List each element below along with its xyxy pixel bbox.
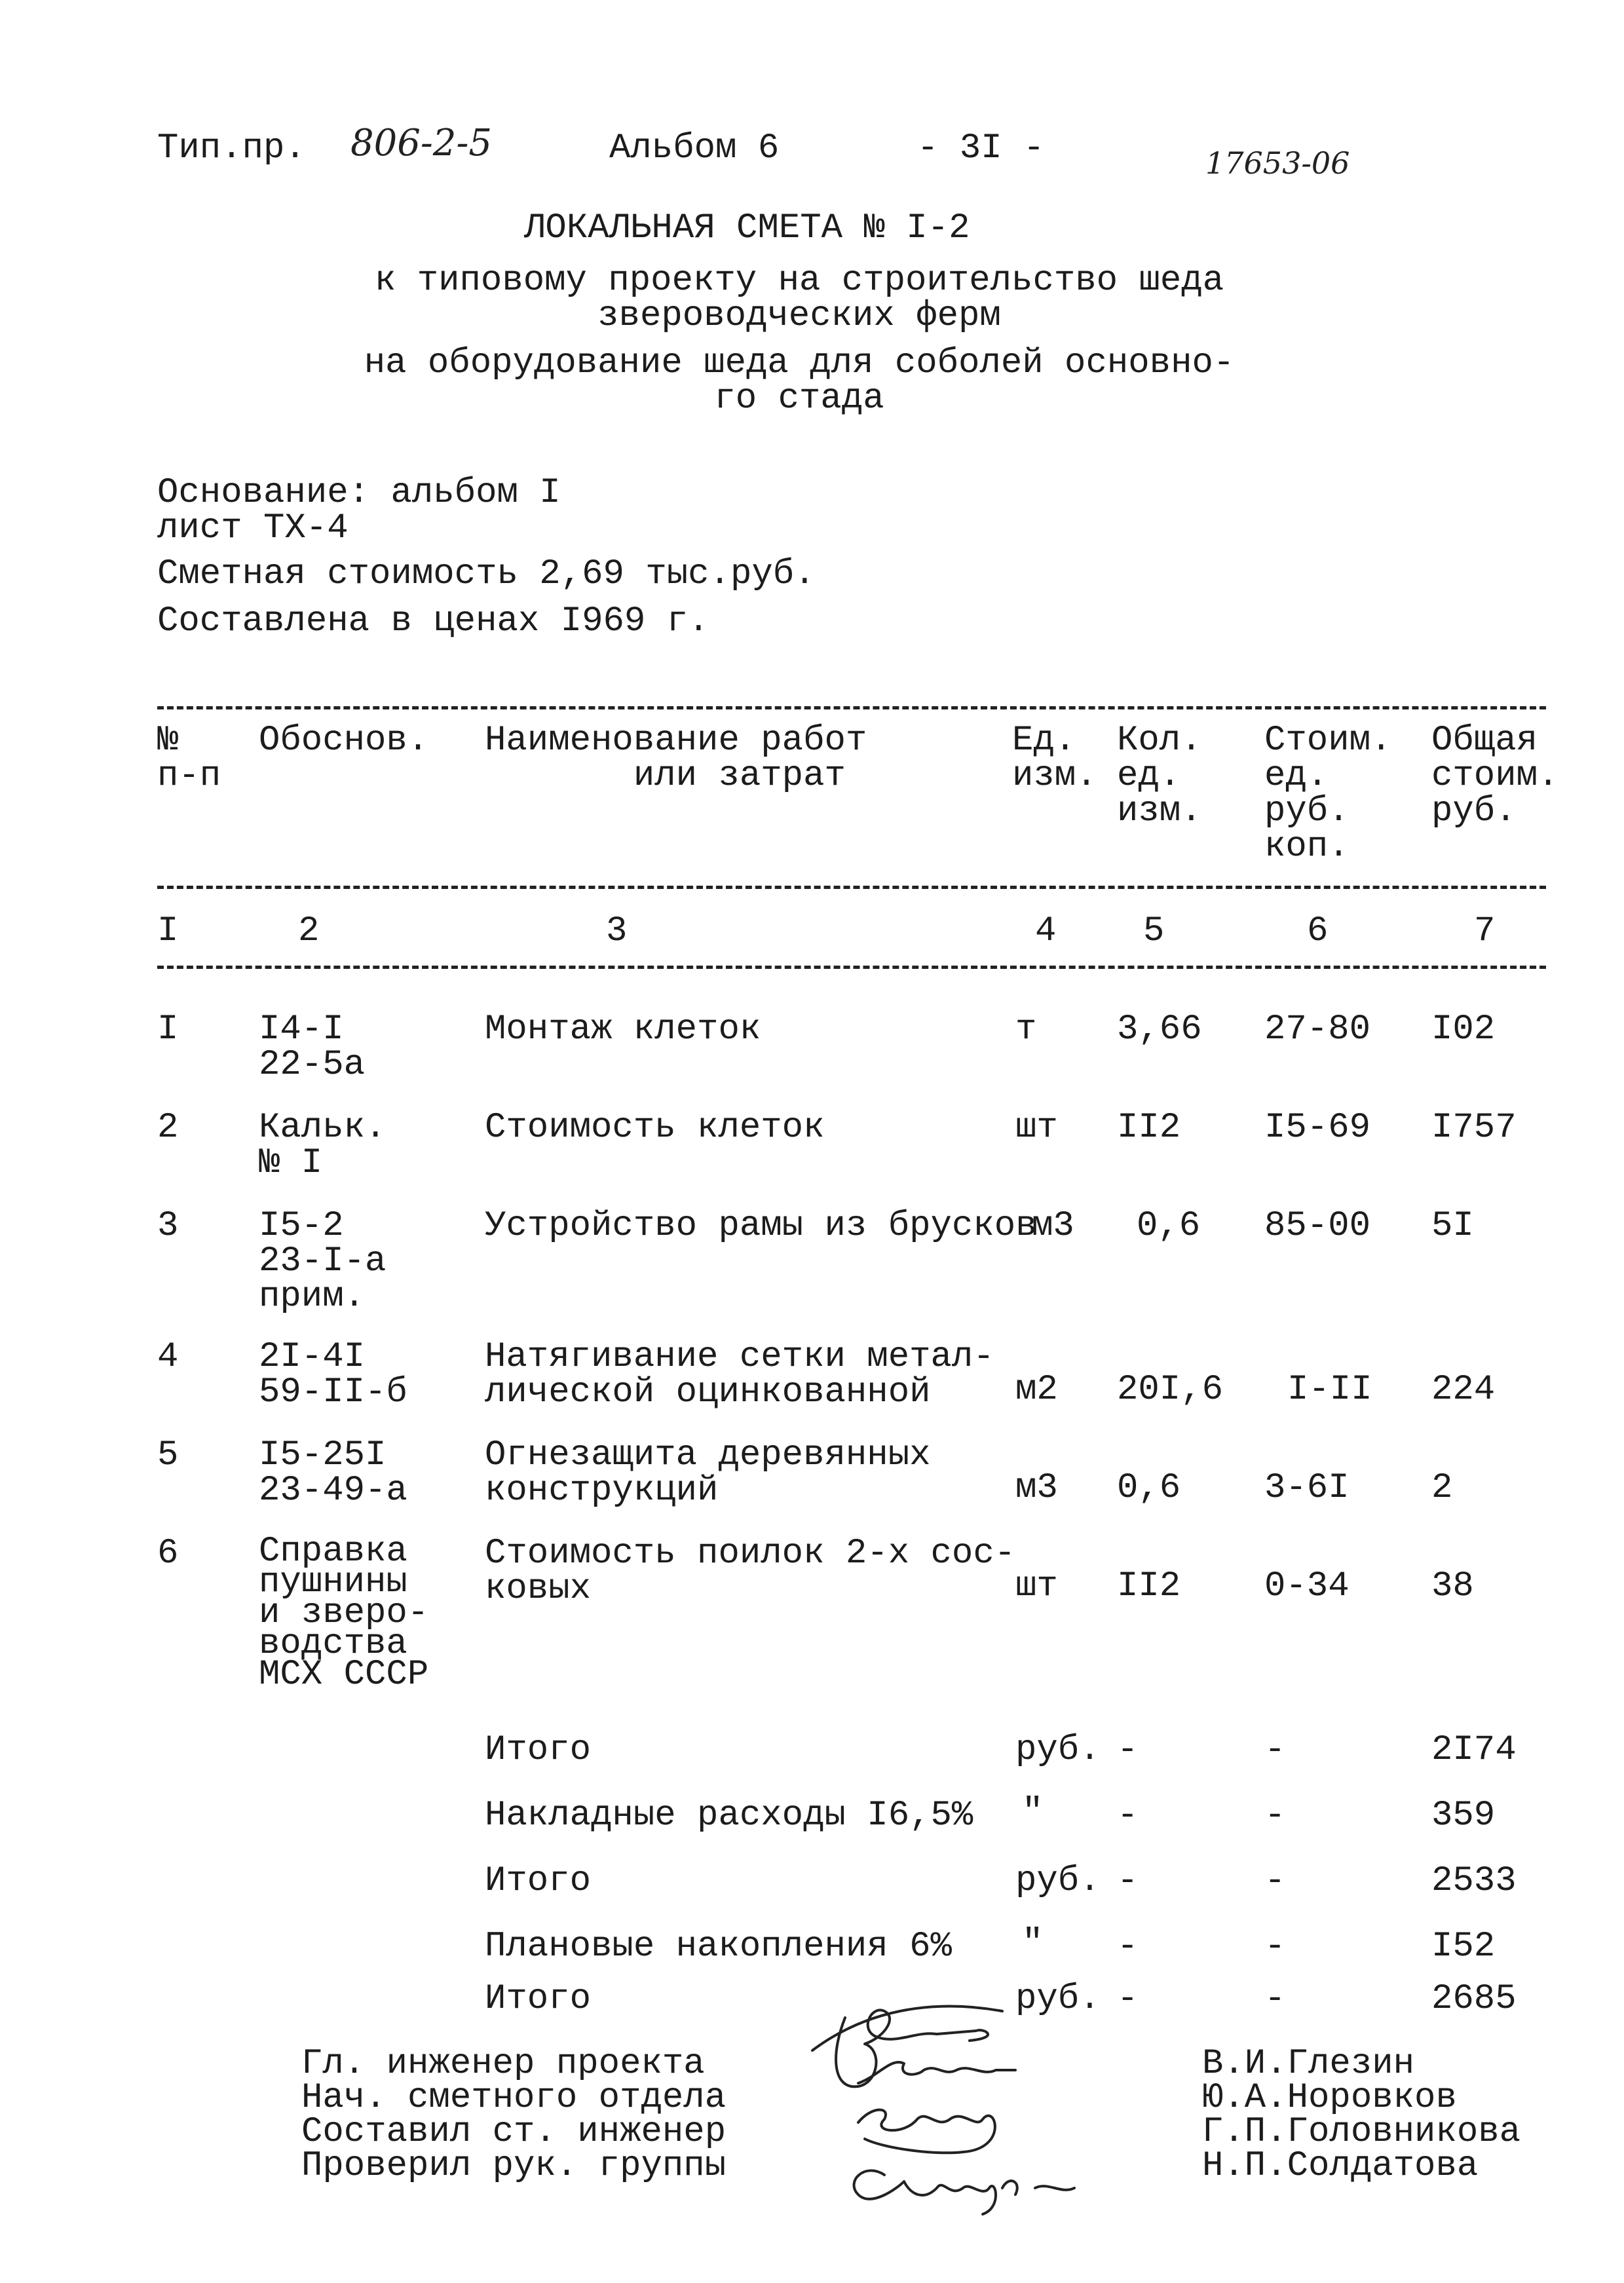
row-qty: 0,6 [1137,1206,1201,1246]
row-total: 2 [1431,1468,1453,1508]
col-num-3: 3 [606,911,628,951]
equipment-subtitle: на оборудование шеда для соболей основно- го стада [364,343,1235,419]
summary-total: I52 [1431,1927,1496,1967]
row-name: Устройство рамы из брусков [485,1206,1037,1246]
signature-title: Нач. сметного отдела [301,2078,727,2118]
header-total: Общая стоим. руб. [1431,721,1559,831]
row-basis: I5-2 23-I-a прим. [259,1206,387,1317]
row-unit: м3 [1015,1468,1058,1508]
summary-total: 2685 [1431,1979,1517,2019]
signature-name: Г.П.Головникова [1202,2112,1521,2152]
row-total: 38 [1431,1566,1474,1606]
row-no: 6 [157,1534,179,1574]
header-price: Стоим. ед. руб. коп. [1264,721,1392,867]
handwritten-signatures [786,1972,1179,2221]
row-basis: Кальк. № I [259,1108,387,1183]
row-name: Стоимость поилок 2-х сос- ковых [485,1534,1016,1609]
header-no: № п-п [157,721,221,796]
row-basis: Справка пушнины и зверо- водства МСХ СССР [259,1532,429,1695]
album-label: Альбом 6 [609,128,780,168]
header-bottom-rule [157,886,1546,889]
summary-unit: руб. [1015,1979,1101,2019]
summary-qty: - [1117,1979,1139,2019]
row-unit: м2 [1015,1370,1058,1410]
summary-name: Итого [485,1979,592,2019]
column-number-rule [157,966,1546,969]
project-number: 806-2-5 [350,122,492,164]
summary-price: - [1264,1927,1286,1967]
summary-name: Итого [485,1730,592,1770]
summary-name: Плановые накопления 6% [485,1927,952,1967]
signature-name: В.И.Глезин [1202,2044,1415,2084]
row-total: I757 [1431,1108,1517,1148]
summary-total: 2I74 [1431,1730,1517,1770]
row-unit: шт [1015,1566,1058,1606]
col-num-7: 7 [1474,911,1496,951]
summary-unit: " [1022,1792,1044,1832]
row-price: 27-80 [1264,1009,1371,1049]
header-unit: Ед. изм. [1012,721,1097,796]
project-subtitle: к типовому проекту на строительство шеда звероводческих ферм [374,261,1224,336]
row-price: 3-6I [1264,1468,1350,1508]
doc-type-label: Тип.пр. [157,128,306,168]
summary-name: Итого [485,1861,592,1901]
summary-qty: - [1117,1730,1139,1770]
summary-price: - [1264,1796,1286,1836]
row-no: 4 [157,1337,179,1377]
row-qty: 20I,6 [1117,1370,1224,1410]
row-total: 224 [1431,1370,1496,1410]
header-qty: Кол. ед. изм. [1117,721,1202,831]
row-unit: м3 [1032,1206,1074,1246]
row-qty: II2 [1117,1108,1181,1148]
signature-title: Проверил рук. группы [301,2146,727,2186]
col-num-4: 4 [1035,911,1057,951]
signature-title: Гл. инженер проекта [301,2044,705,2084]
price-year: Составлена в ценах I969 г. [157,601,709,641]
row-no: 5 [157,1435,179,1475]
row-qty: 0,6 [1117,1468,1181,1508]
row-qty: II2 [1117,1566,1181,1606]
signature-name: Ю.А.Норовков [1202,2078,1457,2118]
summary-unit: руб. [1015,1861,1101,1901]
row-price: I5-69 [1264,1108,1371,1148]
row-name: Монтаж клеток [485,1009,761,1049]
row-unit: т [1015,1009,1037,1049]
document-title: ЛОКАЛЬНАЯ СМЕТА № I-2 [524,208,970,248]
table-top-rule [157,706,1546,709]
row-name: Стоимость клеток [485,1108,825,1148]
row-basis: I5-25I 23-49-a [259,1435,407,1511]
summary-unit: " [1022,1923,1044,1963]
summary-name: Накладные расходы I6,5% [485,1796,973,1836]
row-total: I02 [1431,1009,1496,1049]
signature-name: Н.П.Солдатова [1202,2146,1479,2186]
col-num-1: I [157,911,179,951]
row-total: 5I [1431,1206,1474,1246]
summary-total: 359 [1431,1796,1496,1836]
col-num-6: 6 [1307,911,1329,951]
summary-price: - [1264,1979,1286,2019]
row-price: 85-00 [1264,1206,1371,1246]
row-unit: шт [1015,1108,1058,1148]
estimated-cost: Сметная стоимость 2,69 тыс.руб. [157,554,816,594]
summary-unit: руб. [1015,1730,1101,1770]
summary-qty: - [1117,1796,1139,1836]
row-name: Натягивание сетки метал- лической оцинкованной [485,1337,994,1412]
archive-number: 17653-06 [1205,145,1350,181]
signature-title: Составил ст. инженер [301,2112,727,2152]
row-name: Огнезащита деревянных конструкций [485,1435,931,1511]
row-no: 2 [157,1108,179,1148]
header-name: Наименование работ или затрат [485,721,867,796]
row-basis: 2I-4I 59-II-б [259,1337,407,1412]
summary-price: - [1264,1730,1286,1770]
col-num-5: 5 [1143,911,1165,951]
row-no: 3 [157,1206,179,1246]
summary-price: - [1264,1861,1286,1901]
row-price: 0-34 [1264,1566,1350,1606]
basis-reference: Основание: альбом I лист ТХ-4 [157,473,561,548]
summary-total: 2533 [1431,1861,1517,1901]
summary-qty: - [1117,1861,1139,1901]
row-no: I [157,1009,179,1049]
row-qty: 3,66 [1117,1009,1202,1049]
summary-qty: - [1117,1927,1139,1967]
header-basis: Обоснов. [259,721,429,761]
page-number: - 3I - [917,128,1045,168]
col-num-2: 2 [298,911,320,951]
row-basis: I4-I 22-5a [259,1009,366,1085]
row-price: I-II [1287,1370,1372,1410]
